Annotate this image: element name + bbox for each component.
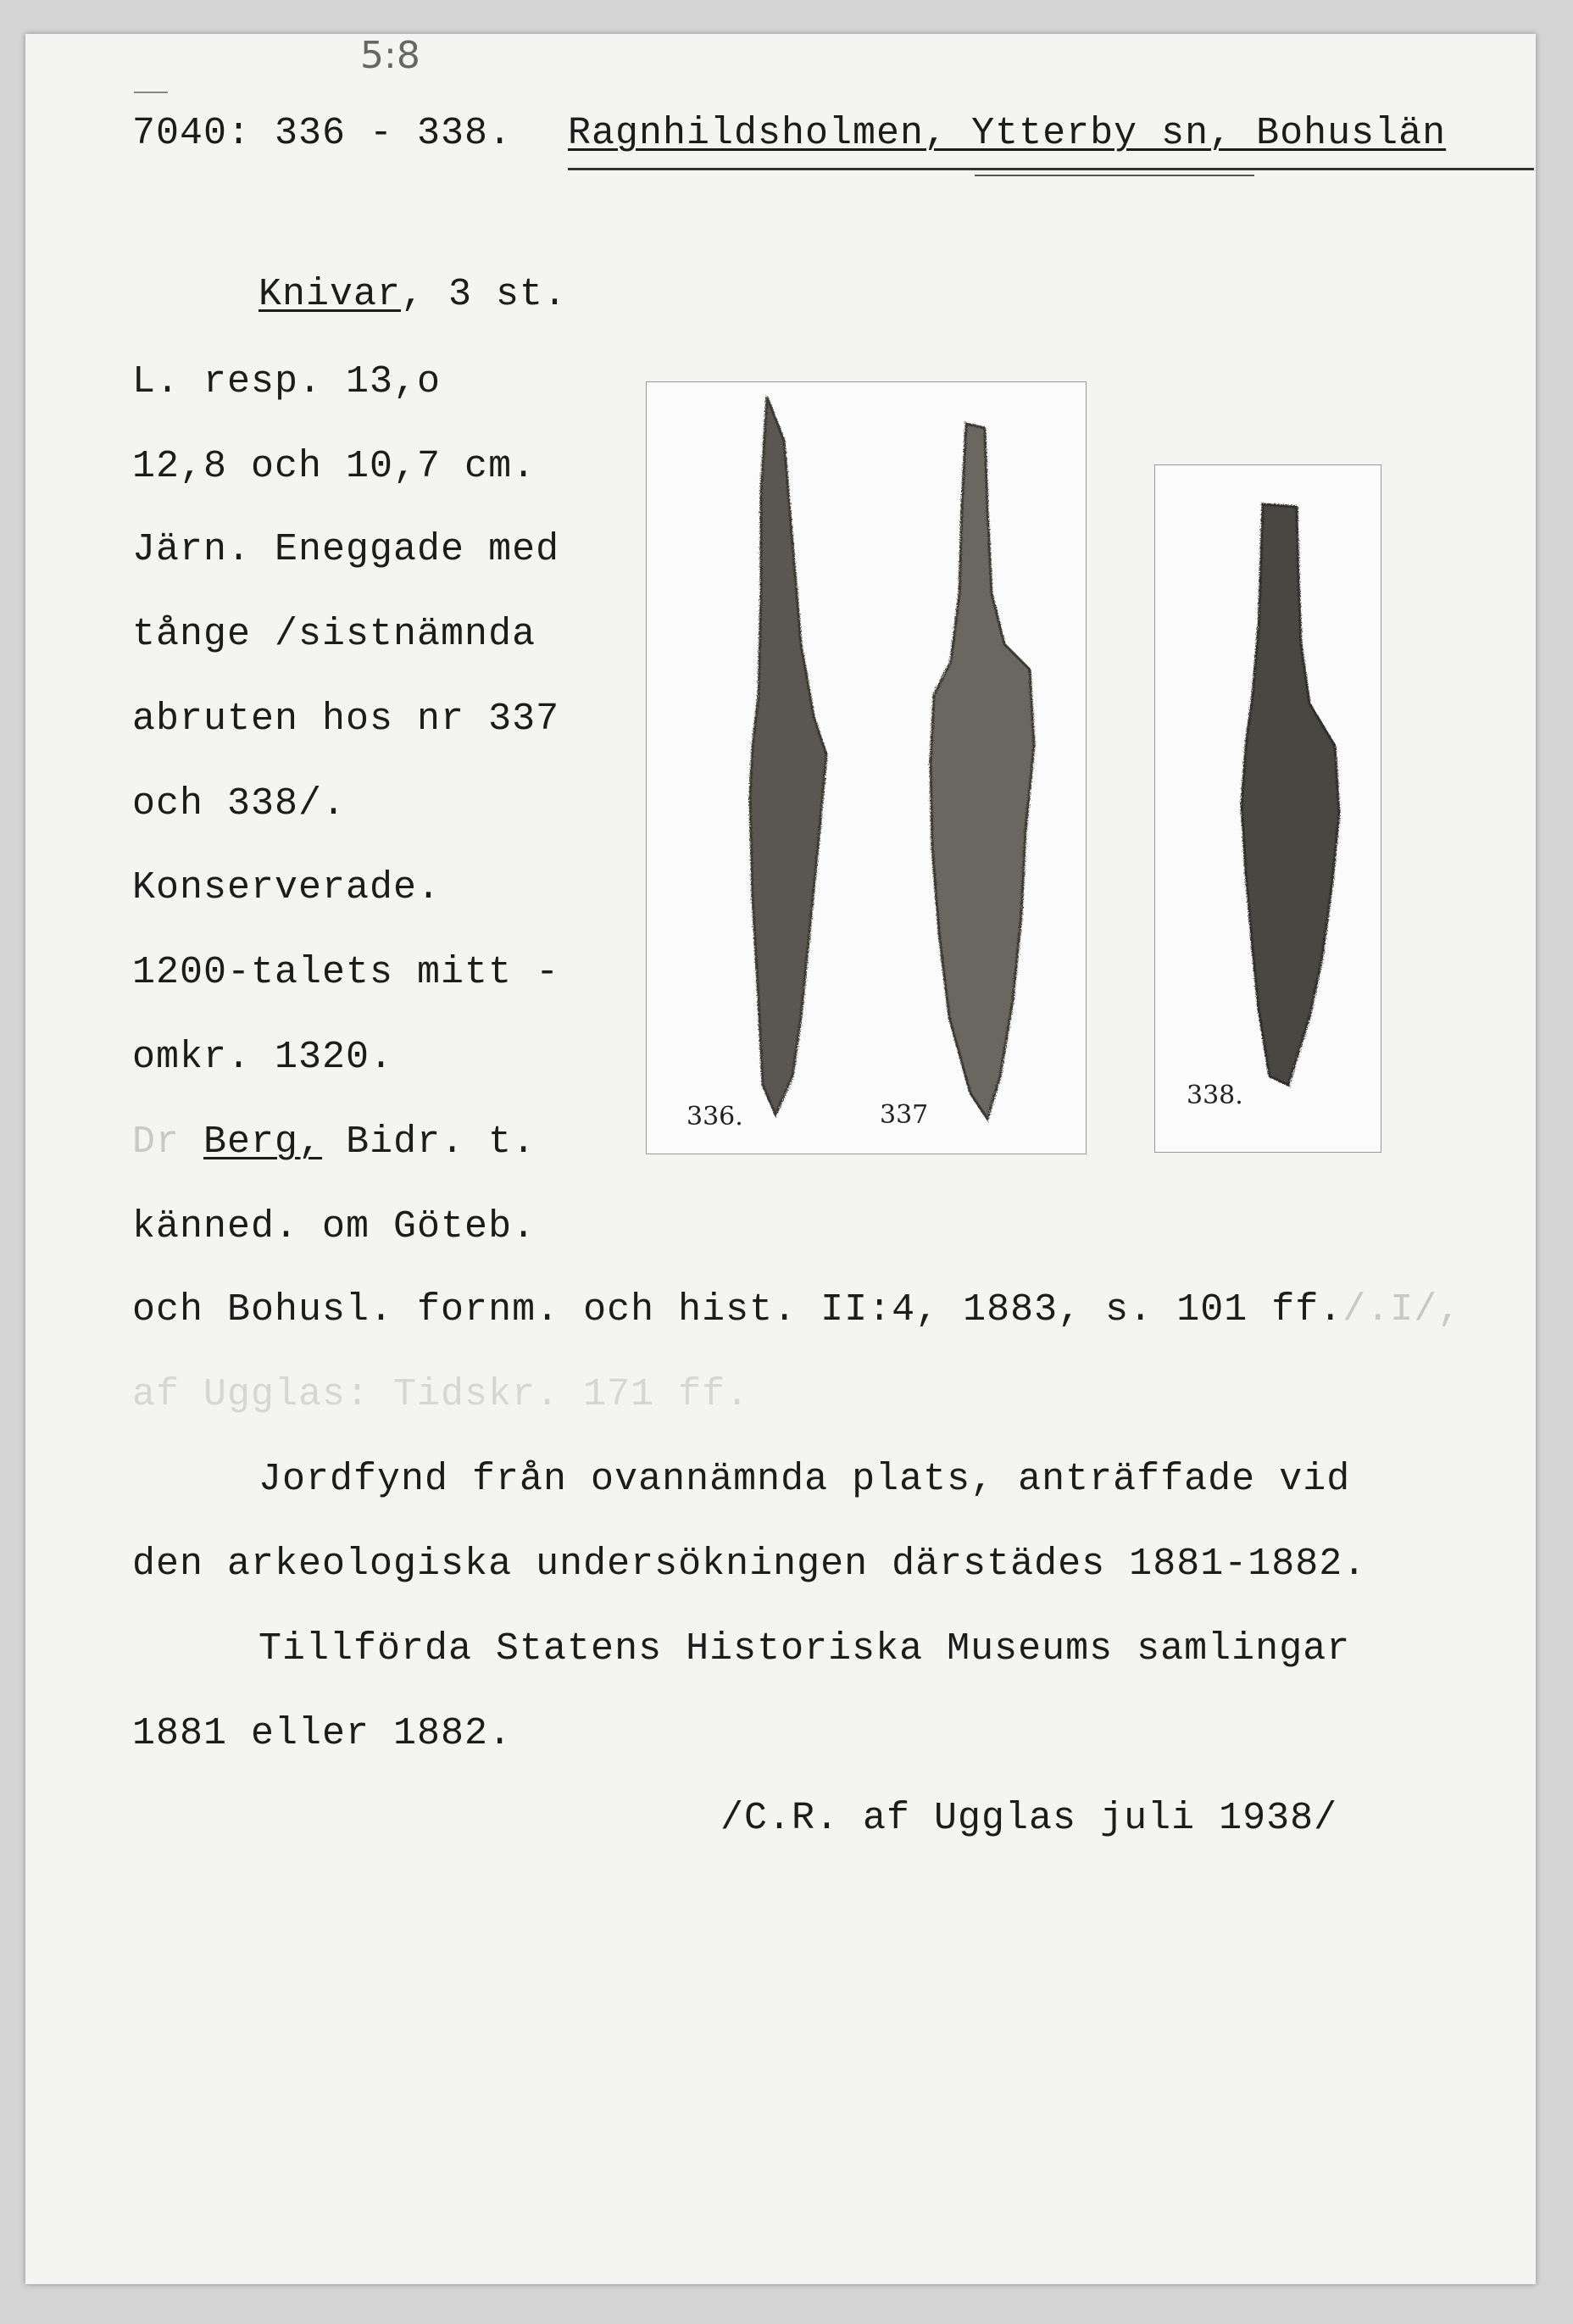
description-line: och 338/. bbox=[132, 782, 347, 826]
reference-erased-tail: /.I/, bbox=[1342, 1288, 1462, 1332]
object-title: Knivar bbox=[258, 273, 402, 316]
reference-title: Bidr. t. bbox=[322, 1120, 536, 1164]
paragraph-2-line-2: 1881 eller 1882. bbox=[132, 1712, 513, 1755]
erased-line: af Ugglas: Tidskr. 171 ff. bbox=[132, 1373, 750, 1416]
photo-label-337: 337 bbox=[880, 1100, 929, 1130]
description-line: 1200-talets mitt - bbox=[132, 951, 560, 994]
description-line: 12,8 och 10,7 cm. bbox=[132, 445, 536, 488]
object-count: , 3 st. bbox=[401, 273, 568, 316]
find-place: Ragnhildsholmen, Ytterby sn, Bohuslän bbox=[568, 112, 1447, 155]
photo-label-338: 338. bbox=[1187, 1081, 1243, 1110]
paragraph-1-line-2: den arkeologiska undersökningen därstädes 1881-1882. bbox=[132, 1543, 1367, 1586]
description-line: tånge /sistnämnda bbox=[132, 613, 536, 656]
reference-author: Berg, bbox=[203, 1120, 323, 1164]
knife-336-image bbox=[750, 397, 826, 1115]
knife-338-image bbox=[1242, 504, 1339, 1085]
handwritten-mark: 5:8 bbox=[360, 34, 420, 77]
reference-prefix: Dr bbox=[132, 1120, 181, 1164]
description-line: abruten hos nr 337 bbox=[132, 698, 560, 741]
photo-label-336: 336. bbox=[686, 1102, 743, 1131]
signature: /C.R. af Ugglas juli 1938/ bbox=[720, 1797, 1338, 1840]
description-line: Konserverade. bbox=[132, 866, 442, 909]
description-line: omkr. 1320. bbox=[132, 1036, 394, 1079]
reference-source: och Bohusl. fornm. och hist. II:4, 1883, s. 101 ff. bbox=[132, 1288, 1343, 1332]
knife-337-image bbox=[931, 424, 1034, 1119]
reference-line-2: känned. om Göteb. bbox=[132, 1205, 536, 1248]
catalog-number: 7040: 336 - 338. bbox=[132, 112, 513, 155]
description-line: L. resp. 13,o bbox=[132, 360, 442, 403]
paragraph-1-line-1: Jordfynd från ovannämnda plats, anträffade vid bbox=[258, 1458, 1351, 1501]
description-line: Järn. Eneggade med bbox=[132, 528, 560, 571]
paragraph-2-line-1: Tillförda Statens Historiska Museums samlingar bbox=[258, 1627, 1351, 1671]
